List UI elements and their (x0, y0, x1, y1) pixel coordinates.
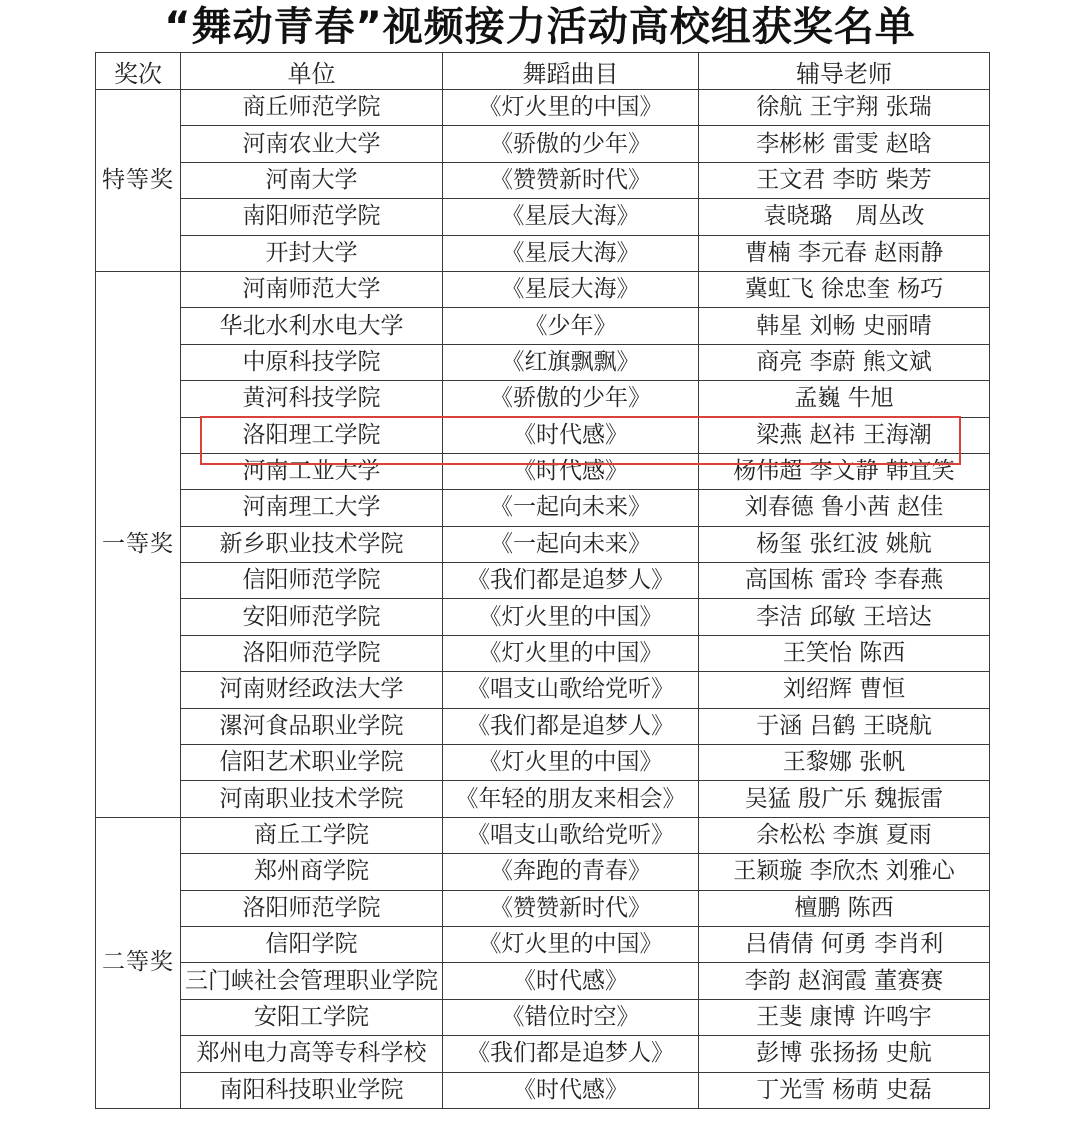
unit-cell: 华北水利水电大学 (181, 308, 443, 344)
unit-cell: 信阳学院 (181, 926, 443, 962)
teachers-cell: 梁燕 赵祎 王海潮 (699, 417, 990, 453)
document-title: “舞动青春”视频接力活动高校组获奖名单 (164, 4, 916, 50)
piece-cell: 《时代感》 (443, 963, 699, 999)
teachers-cell: 王斐 康博 许鸣宇 (699, 999, 990, 1035)
piece-cell: 《时代感》 (443, 453, 699, 489)
table-row (96, 817, 990, 853)
teachers-cell: 王颖璇 李欣杰 刘雅心 (699, 854, 990, 890)
table-row (96, 708, 990, 744)
table-header-row (96, 53, 990, 90)
unit-cell: 新乡职业技术学院 (181, 526, 443, 562)
table-row (96, 90, 990, 126)
table-row (96, 963, 990, 999)
unit-cell: 商丘师范学院 (181, 90, 443, 126)
teachers-cell: 刘绍辉 曹恒 (699, 672, 990, 708)
piece-cell: 《一起向未来》 (443, 526, 699, 562)
teachers-cell: 袁晓璐 周丛改 (699, 199, 990, 235)
piece-cell: 《灯火里的中国》 (443, 599, 699, 635)
teachers-cell: 丁光雪 杨萌 史磊 (699, 1072, 990, 1108)
table-row (96, 126, 990, 162)
piece-cell: 《我们都是追梦人》 (443, 1036, 699, 1072)
piece-cell: 《我们都是追梦人》 (443, 563, 699, 599)
teachers-cell: 于涵 吕鹤 王晓航 (699, 708, 990, 744)
table-row (96, 890, 990, 926)
unit-cell: 河南理工大学 (181, 490, 443, 526)
unit-cell: 三门峡社会管理职业学院 (181, 963, 443, 999)
piece-cell: 《时代感》 (443, 1072, 699, 1108)
teachers-cell: 冀虹飞 徐忠奎 杨巧 (699, 271, 990, 307)
teachers-cell: 吕倩倩 何勇 李肖利 (699, 926, 990, 962)
teachers-cell: 杨玺 张红波 姚航 (699, 526, 990, 562)
piece-cell: 《星辰大海》 (443, 199, 699, 235)
table-row (96, 1072, 990, 1108)
table-row (96, 526, 990, 562)
tier-first-prize: 一等奖 (96, 271, 181, 817)
unit-cell: 开封大学 (181, 235, 443, 271)
piece-cell: 《星辰大海》 (443, 235, 699, 271)
piece-cell: 《唱支山歌给党听》 (443, 672, 699, 708)
piece-cell: 《赞赞新时代》 (443, 162, 699, 198)
teachers-cell: 李彬彬 雷雯 赵晗 (699, 126, 990, 162)
unit-cell: 商丘工学院 (181, 817, 443, 853)
header-award-level: 奖次 (96, 53, 181, 90)
unit-cell: 信阳艺术职业学院 (181, 745, 443, 781)
piece-cell: 《灯火里的中国》 (443, 635, 699, 671)
header-dance-piece: 舞蹈曲目 (443, 53, 699, 90)
unit-cell: 安阳工学院 (181, 999, 443, 1035)
teachers-cell: 商亮 李蔚 熊文斌 (699, 344, 990, 380)
unit-cell: 河南大学 (181, 162, 443, 198)
piece-cell: 《年轻的朋友来相会》 (443, 781, 699, 817)
table-row-highlighted (96, 417, 990, 453)
piece-cell: 《骄傲的少年》 (443, 381, 699, 417)
piece-cell: 《时代感》 (443, 417, 699, 453)
teachers-cell: 韩星 刘畅 史丽晴 (699, 308, 990, 344)
table-row (96, 781, 990, 817)
table-row (96, 854, 990, 890)
piece-cell: 《灯火里的中国》 (443, 926, 699, 962)
table-row (96, 162, 990, 198)
unit-cell: 信阳师范学院 (181, 563, 443, 599)
teachers-cell: 李洁 邱敏 王培达 (699, 599, 990, 635)
table-row (96, 635, 990, 671)
piece-cell: 《一起向未来》 (443, 490, 699, 526)
tier-second-prize: 二等奖 (96, 817, 181, 1108)
piece-cell: 《红旗飘飘》 (443, 344, 699, 380)
teachers-cell: 王笑怡 陈西 (699, 635, 990, 671)
piece-cell: 《骄傲的少年》 (443, 126, 699, 162)
unit-cell: 洛阳师范学院 (181, 890, 443, 926)
unit-cell: 河南财经政法大学 (181, 672, 443, 708)
teachers-cell: 徐航 王宇翔 张瑞 (699, 90, 990, 126)
table-row (96, 381, 990, 417)
unit-cell: 安阳师范学院 (181, 599, 443, 635)
unit-cell: 洛阳理工学院 (181, 417, 443, 453)
tier-special-prize: 特等奖 (96, 90, 181, 272)
table-row (96, 1036, 990, 1072)
table-row (96, 745, 990, 781)
awards-table (95, 52, 990, 1109)
unit-cell: 河南工业大学 (181, 453, 443, 489)
teachers-cell: 吴猛 殷广乐 魏振雷 (699, 781, 990, 817)
piece-cell: 《我们都是追梦人》 (443, 708, 699, 744)
header-instructors: 辅导老师 (699, 53, 990, 90)
teachers-cell: 曹楠 李元春 赵雨静 (699, 235, 990, 271)
table-row (96, 199, 990, 235)
table-row (96, 490, 990, 526)
table-row (96, 344, 990, 380)
table-row (96, 308, 990, 344)
unit-cell: 黄河科技学院 (181, 381, 443, 417)
teachers-cell: 李韵 赵润霞 董赛赛 (699, 963, 990, 999)
unit-cell: 河南农业大学 (181, 126, 443, 162)
unit-cell: 郑州商学院 (181, 854, 443, 890)
piece-cell: 《灯火里的中国》 (443, 745, 699, 781)
piece-cell: 《错位时空》 (443, 999, 699, 1035)
table-row (96, 999, 990, 1035)
teachers-cell: 杨伟超 李文静 韩宜笑 (699, 453, 990, 489)
unit-cell: 南阳师范学院 (181, 199, 443, 235)
table-row (96, 672, 990, 708)
teachers-cell: 檀鹏 陈西 (699, 890, 990, 926)
table-row (96, 235, 990, 271)
table-row (96, 271, 990, 307)
teachers-cell: 孟巍 牛旭 (699, 381, 990, 417)
piece-cell: 《灯火里的中国》 (443, 90, 699, 126)
unit-cell: 南阳科技职业学院 (181, 1072, 443, 1108)
unit-cell: 中原科技学院 (181, 344, 443, 380)
header-unit: 单位 (181, 53, 443, 90)
unit-cell: 河南职业技术学院 (181, 781, 443, 817)
teachers-cell: 刘春德 鲁小茜 赵佳 (699, 490, 990, 526)
unit-cell: 漯河食品职业学院 (181, 708, 443, 744)
teachers-cell: 高国栋 雷玲 李春燕 (699, 563, 990, 599)
teachers-cell: 王文君 李昉 柴芳 (699, 162, 990, 198)
teachers-cell: 王黎娜 张帆 (699, 745, 990, 781)
table-row (96, 926, 990, 962)
unit-cell: 郑州电力高等专科学校 (181, 1036, 443, 1072)
table-row (96, 563, 990, 599)
piece-cell: 《奔跑的青春》 (443, 854, 699, 890)
unit-cell: 洛阳师范学院 (181, 635, 443, 671)
table-row (96, 453, 990, 489)
unit-cell: 河南师范大学 (181, 271, 443, 307)
piece-cell: 《少年》 (443, 308, 699, 344)
teachers-cell: 余松松 李旗 夏雨 (699, 817, 990, 853)
piece-cell: 《赞赞新时代》 (443, 890, 699, 926)
table-row (96, 599, 990, 635)
piece-cell: 《星辰大海》 (443, 271, 699, 307)
piece-cell: 《唱支山歌给党听》 (443, 817, 699, 853)
teachers-cell: 彭博 张扬扬 史航 (699, 1036, 990, 1072)
